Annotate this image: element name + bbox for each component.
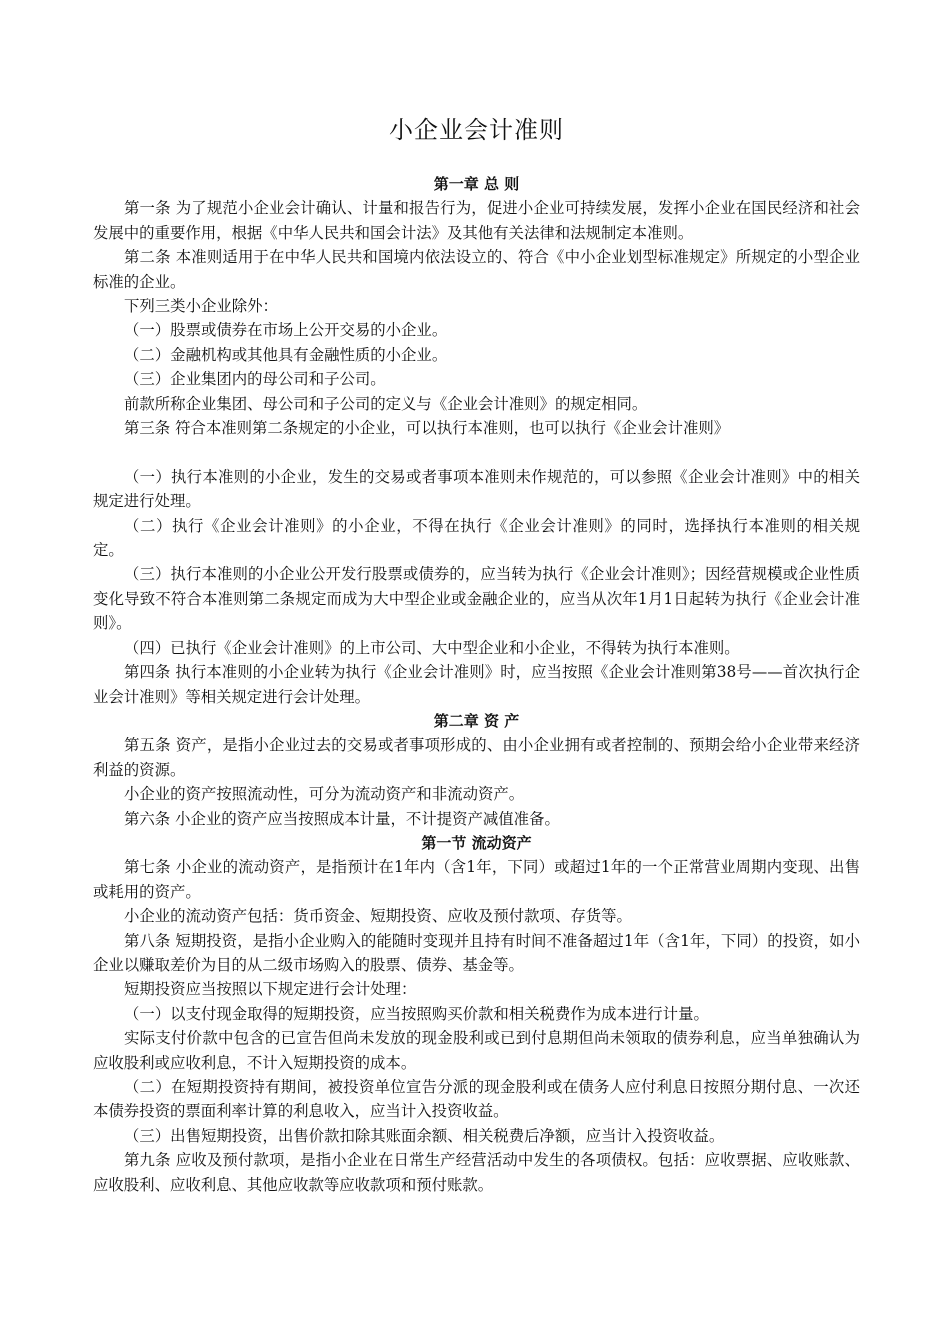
paragraph: 第四条 执行本准则的小企业转为执行《企业会计准则》时，应当按照《企业会计准则第38号——首次执行企业会计准则》等相关规定进行会计处理。 <box>93 663 860 706</box>
paragraph: 短期投资应当按照以下规定进行会计处理： <box>124 980 417 999</box>
paragraph: 第八条 短期投资，是指小企业购入的能随时变现并且持有时间不准备超过1年（含1年，下同）的投资，如小企业以赚取差价为目的从二级市场购入的股票、债券、基金等。 <box>93 931 860 974</box>
paragraph: （二）金融机构或其他具有金融性质的小企业。 <box>124 345 448 364</box>
paragraph: （三）企业集团内的母公司和子公司。 <box>124 370 386 389</box>
paragraph: 第一条 为了规范小企业会计确认、计量和报告行为，促进小企业可持续发展，发挥小企业在国民经济和社会发展中的重要作用，根据《中华人民共和国会计法》及其他有关法律和法规制定本准则。 <box>93 199 860 242</box>
paragraph: 小企业的资产按照流动性，可分为流动资产和非流动资产。 <box>124 785 525 804</box>
paragraph: （二）在短期投资持有期间，被投资单位宣告分派的现金股利或在债务人应付利息日按照分期付息、一次还本债券投资的票面利率计算的利息收入，应当计入投资收益。 <box>93 1078 860 1121</box>
paragraph: 小企业的流动资产包括：货币资金、短期投资、应收及预付款项、存货等。 <box>124 907 632 926</box>
paragraph: （一）以支付现金取得的短期投资，应当按照购买价款和相关税费作为成本进行计量。 <box>124 1004 709 1023</box>
document-body <box>93 172 860 1197</box>
paragraph: （一）执行本准则的小企业，发生的交易或者事项本准则未作规范的，可以参照《企业会计准则》中的相关规定进行处理。 <box>93 467 860 511</box>
section-heading: 第二章 资 产 <box>433 711 520 730</box>
paragraph: （二）执行《企业会计准则》的小企业，不得在执行《企业会计准则》的同时，选择执行本准则的相关规定。 <box>93 516 860 560</box>
section-heading: 第一章 总 则 <box>433 175 520 193</box>
document-title: 小企业会计准则 <box>389 116 564 144</box>
paragraph: 前款所称企业集团、母公司和子公司的定义与《企业会计准则》的规定相同。 <box>124 394 648 413</box>
paragraph: 第二条 本准则适用于在中华人民共和国境内依法设立的、符合《中小企业划型标准规定》所规定的小型企业标准的企业。 <box>93 248 860 291</box>
paragraph: （一）股票或债券在市场上公开交易的小企业。 <box>124 321 448 340</box>
paragraph: 第五条 资产，是指小企业过去的交易或者事项形成的、由小企业拥有或者控制的、预期会给小企业带来经济利益的资源。 <box>93 736 860 779</box>
paragraph: （三）执行本准则的小企业公开发行股票或债券的，应当转为执行《企业会计准则》；因经营规模或企业性质变化导致不符合本准则第二条规定而成为大中型企业或金融企业的，应当从次年1月1日起转为执行《企业会计准则》。 <box>93 565 860 633</box>
paragraph: 第九条 应收及预付款项，是指小企业在日常生产经营活动中发生的各项债权。包括：应收票据、应收账款、应收股利、应收利息、其他应收款等应收款项和预付账款。 <box>93 1151 860 1194</box>
paragraph: 实际支付价款中包含的已宣告但尚未发放的现金股利或已到付息期但尚未领取的债券利息，应当单独确认为应收股利或应收利息，不计入短期投资的成本。 <box>93 1029 860 1072</box>
blank-line <box>93 440 860 464</box>
paragraph: 第三条 符合本准则第二条规定的小企业，可以执行本准则，也可以执行《企业会计准则》 <box>124 419 730 438</box>
paragraph: 第七条 小企业的流动资产，是指预计在1年内（含1年，下同）或超过1年的一个正常营业周期内变现、出售或耗用的资产。 <box>93 858 860 901</box>
document-page <box>93 112 860 1197</box>
section-heading: 第一节 流动资产 <box>421 833 532 852</box>
paragraph: （三）出售短期投资，出售价款扣除其账面余额、相关税费后净额，应当计入投资收益。 <box>124 1126 725 1145</box>
paragraph: （四）已执行《企业会计准则》的上市公司、大中型企业和小企业，不得转为执行本准则。 <box>124 638 740 657</box>
paragraph: 第六条 小企业的资产应当按照成本计量，不计提资产减值准备。 <box>124 809 560 828</box>
paragraph: 下列三类小企业除外： <box>124 297 278 316</box>
